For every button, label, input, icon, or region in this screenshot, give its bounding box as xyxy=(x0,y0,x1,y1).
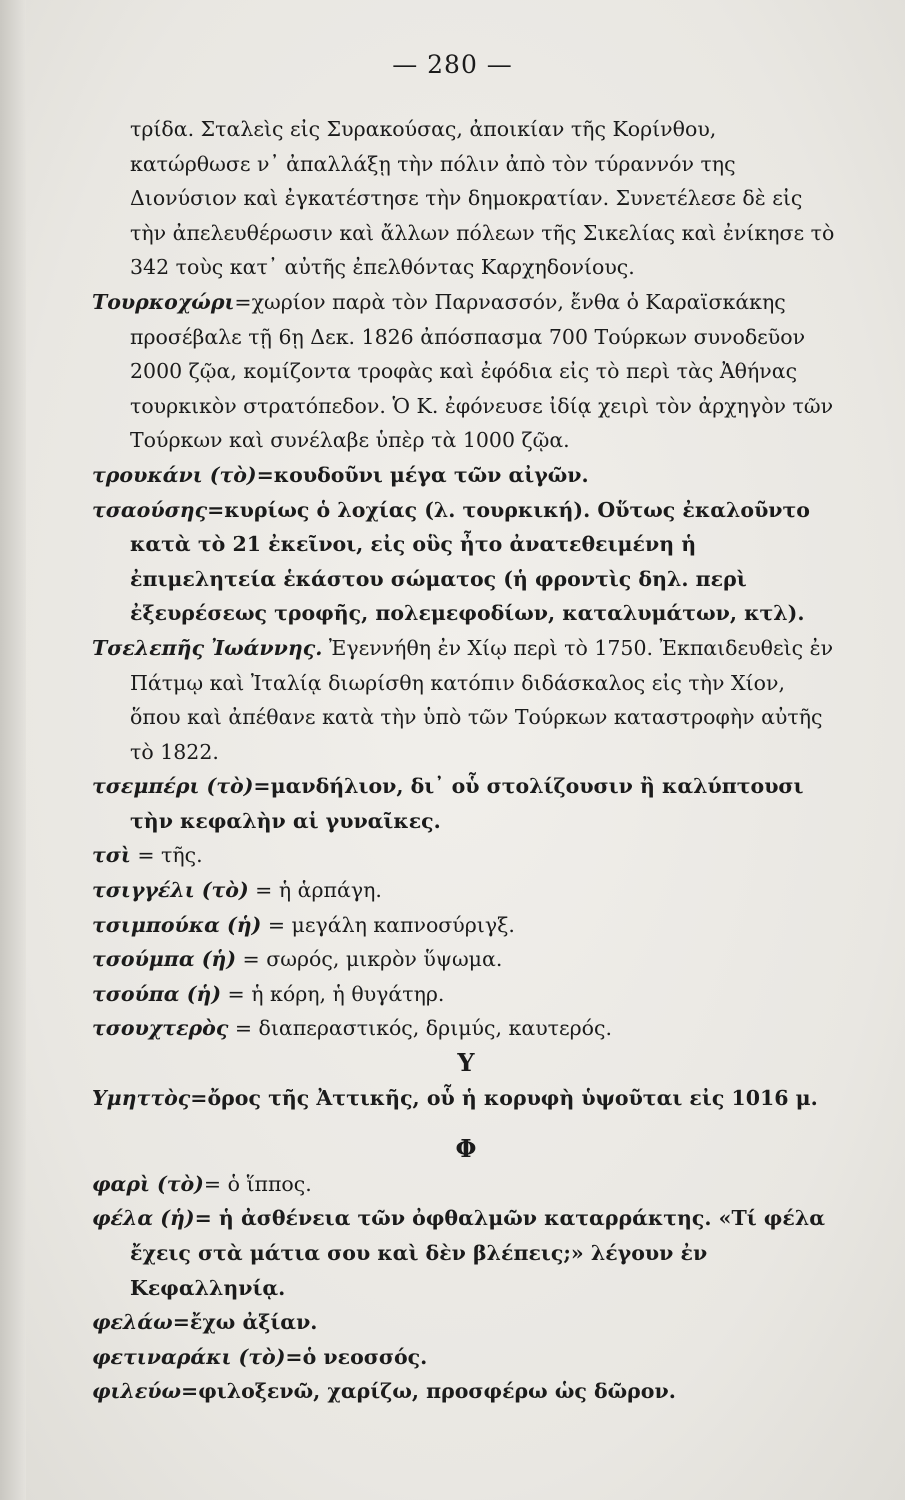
entry-headword: τσαούσης xyxy=(92,497,208,522)
entry-headword: τσιμπούκα (ἡ) xyxy=(92,912,262,937)
entry-tourkochori xyxy=(92,285,840,458)
entry-felao xyxy=(92,1305,840,1340)
section-letter-upsilon: Υ xyxy=(457,1048,475,1078)
entry-definition: = μεγάλη καπνοσύριγξ. xyxy=(261,912,515,937)
entry-tsoupa xyxy=(92,977,840,1012)
entry-tselepis xyxy=(92,631,840,769)
entry-definition: = σωρός, μικρὸν ὕψωμα. xyxy=(236,947,503,972)
entry-definition: =μανδήλιον, δι᾽ οὗ στολίζουσιν ἢ καλύπτουσι τὴν κεφαλὴν αἱ γυναῖκες. xyxy=(130,774,804,833)
entry-definition: = ἡ κόρη, ἡ θυγάτηρ. xyxy=(221,981,445,1006)
entry-headword: Τσελεπῆς Ἰωάννης. xyxy=(92,635,323,660)
entry-definition: = ἡ ἁρπάγη. xyxy=(248,878,382,903)
continuation-paragraph: τρίδα. Σταλεὶς εἰς Συρακούσας, ἀποικίαν τῆς Κορίνθου, κατώρθωσε ν᾽ ἀπαλλάξῃ τὴν πόλιν ἀπὸ τὸν τύραννόν της Διονύσιον καὶ ἐγκατέστησε τὴν δημοκρατίαν. Συνετέλεσε δὲ εἰς τὴν ἀπελευθέρωσιν καὶ ἄλλων πόλεων τῆς Σικελίας καὶ ἐνίκησε τὸ 342 τοὺς κατ᾽ αὐτῆς ἐπελθόντας Καρχηδονίους. xyxy=(130,117,835,280)
entry-fetinaraki xyxy=(92,1340,840,1375)
entry-headword: Υμηττὸς xyxy=(92,1085,191,1110)
entry-tsemperi xyxy=(92,769,840,838)
entry-definition: =κυρίως ὁ λοχίας (λ. τουρκική). Οὕτως ἐκαλοῦντο κατὰ τὸ 21 ἐκεῖνοι, εἰς οὓς ἦτο ἀνατεθειμένη ἡ ἐπιμελητεία ἑκάστου σώματος (ἡ φροντὶς δηλ. περὶ ἐξευρέσεως τροφῆς, πολεμεφοδίων, καταλυμάτων, κτλ). xyxy=(130,497,810,626)
entry-fileyo xyxy=(92,1374,840,1409)
entry-headword: φαρὶ (τὸ) xyxy=(92,1171,204,1196)
entry-headword: τρουκάνι (τὸ) xyxy=(92,462,257,487)
entry-headword: Τουρκοχώρι xyxy=(92,289,235,314)
entry-headword: φετιναράκι (τὸ) xyxy=(92,1344,286,1369)
entry-headword: τσεμπέρι (τὸ) xyxy=(92,774,254,799)
entry-tsingeli xyxy=(92,873,840,908)
entry-tsoumpa xyxy=(92,942,840,977)
entry-definition: = διαπεραστικός, δριμύς, καυτερός. xyxy=(228,1016,613,1041)
entry-troukani xyxy=(92,458,840,493)
entry-tsi xyxy=(92,838,840,873)
entry-tsaousis xyxy=(92,493,840,631)
entry-headword: τσὶ xyxy=(92,843,131,868)
entry-tsouchteros xyxy=(92,1011,840,1046)
entry-headword: φιλεύω xyxy=(92,1379,182,1404)
entry-tsimpouka xyxy=(92,908,840,943)
entry-definition: = ὁ ἵππος. xyxy=(203,1171,312,1196)
entry-definition: =ὁ νεοσσός. xyxy=(285,1344,428,1369)
entry-headword: φέλα (ἡ) xyxy=(92,1206,195,1231)
entry-headword: φελάω xyxy=(92,1310,173,1335)
entry-definition: =χωρίον παρὰ τὸν Παρνασσόν, ἔνθα ὁ Καραϊσκάκης προσέβαλε τῇ 6ῃ Δεκ. 1826 ἀπόσπασμα 700 Τούρκων συνοδεῦον 2000 ζῷα, κομίζοντα τροφὰς καὶ ἐφόδια εἰς τὸ περὶ τὰς Ἀθήνας τουρκικὸν στρατόπεδον. Ὁ Κ. ἐφόνευσε ἰδίᾳ χειρὶ τὸν ἀρχηγὸν τῶν Τούρκων καὶ συνέλαβε ὑπὲρ τὰ 1000 ζῷα. xyxy=(130,289,834,453)
entry-headword: τσούπα (ἡ) xyxy=(92,981,222,1006)
dictionary-content xyxy=(92,112,840,1409)
entry-fari xyxy=(92,1167,840,1202)
entry-definition: =ἔχω ἀξίαν. xyxy=(172,1310,318,1335)
entry-fela xyxy=(92,1201,840,1305)
entry-definition: = τῆς. xyxy=(130,843,203,868)
entry-headword: τσούμπα (ἡ) xyxy=(92,947,237,972)
section-letter-phi: Φ xyxy=(455,1134,477,1164)
entry-definition: =κουδοῦνι μέγα τῶν αἰγῶν. xyxy=(256,462,589,487)
page-number: — 280 — xyxy=(392,50,513,79)
entry-definition: =φιλοξενῶ, χαρίζω, προσφέρω ὡς δῶρον. xyxy=(181,1379,676,1404)
page-spine-shadow xyxy=(0,0,26,1500)
entry-headword: τσουχτερὸς xyxy=(92,1016,229,1041)
entry-definition: = ἡ ἀσθένεια τῶν ὀφθαλμῶν καταρράκτης. «Τί φέλα ἔχεις στὰ μάτια σου καὶ δὲν βλέπεις;» λέγουν ἐν Κεφαλληνίᾳ. xyxy=(130,1206,825,1300)
entry-ymittos xyxy=(92,1081,840,1116)
entry-definition: Ἐγεννήθη ἐν Χίῳ περὶ τὸ 1750. Ἐκπαιδευθεὶς ἐν Πάτμῳ καὶ Ἰταλίᾳ διωρίσθη κατόπιν διδάσκαλος εἰς τὴν Χίον, ὅπου καὶ ἀπέθανε κατὰ τὴν ὑπὸ τῶν Τούρκων καταστροφὴν αὐτῆς τὸ 1822. xyxy=(130,635,834,764)
entries-tau xyxy=(92,285,840,1046)
entry-headword: τσιγγέλι (τὸ) xyxy=(92,878,249,903)
entry-definition: =ὄρος τῆς Ἀττικῆς, οὗ ἡ κορυφὴ ὑψοῦται εἰς 1016 μ. xyxy=(190,1085,818,1110)
entries-phi xyxy=(92,1167,840,1409)
section-gap xyxy=(92,1115,840,1132)
